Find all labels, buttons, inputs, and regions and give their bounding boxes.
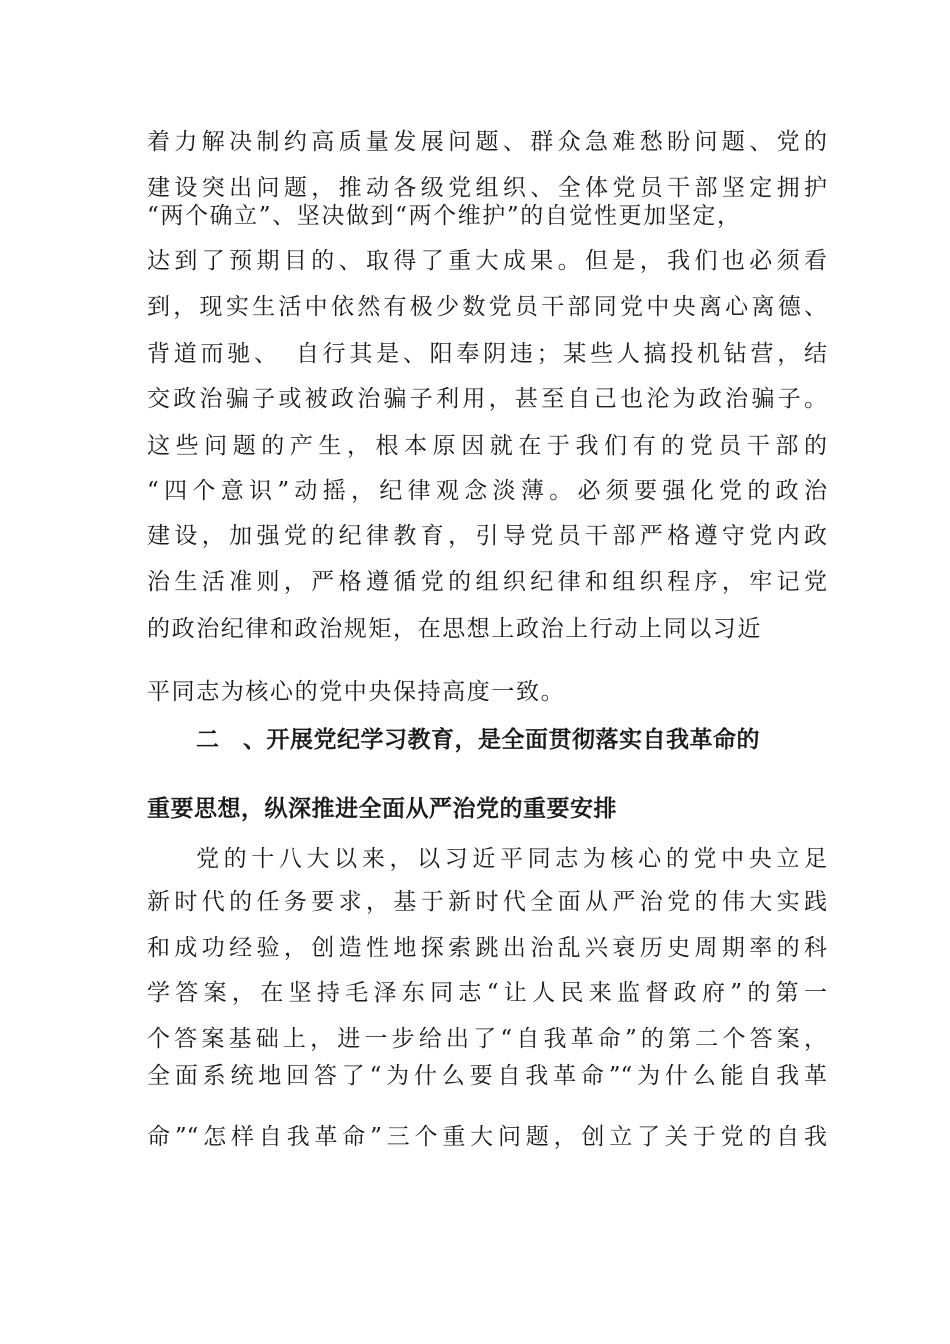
body-text-line: 党的十八大以来，以习近平同志为核心的党中央立足	[196, 846, 827, 872]
body-text-line: 和成功经验，创造性地探索跳出治乱兴衰历史周期率的科	[147, 935, 827, 961]
body-text-line: 背道而驰、 自行其是、阳奉阴违；某些人搞投机钻营，结	[147, 341, 827, 367]
body-text-line: 学答案，在坚持毛泽东同志“让人民来监督政府”的第一	[147, 980, 827, 1006]
body-text-line: “两个确立”、坚决做到“两个维护”的自觉性更加坚定，	[147, 203, 742, 229]
body-text-line: 平同志为核心的党中央保持高度一致。	[147, 679, 566, 705]
body-text-line: “四个意识”动摇，纪律观念淡薄。必须要强化党的政治	[147, 478, 827, 504]
body-text-line: 达到了预期目的、取得了重大成果。但是，我们也必须看	[147, 248, 827, 274]
section-heading-line-1: 二 、开展党纪学习教育，是全面贯彻落实自我革命的	[196, 727, 760, 753]
body-text-line: 这些问题的产生，根本原因就在于我们有的党员干部的	[147, 433, 827, 459]
body-text-line: 建设，加强党的纪律教育，引导党员干部严格遵守党内政	[147, 523, 827, 549]
body-text-line: 建设突出问题，推动各级党组织、全体党员干部坚定拥护	[147, 175, 827, 201]
body-text-line: 交政治骗子或被政治骗子利用，甚至自己也沦为政治骗子。	[147, 386, 827, 412]
body-text-line: 着力解决制约高质量发展问题、群众急难愁盼问题、党的	[147, 129, 827, 155]
body-text-line: 个答案基础上，进一步给出了“自我革命”的第二个答案，	[147, 1026, 827, 1052]
body-text-line: 治生活准则，严格遵循党的组织纪律和组织程序，牢记党	[147, 569, 827, 595]
body-text-line: 的政治纪律和政治规矩，在思想上政治上行动上同以习近	[147, 616, 762, 642]
body-text-line: 全面系统地回答了“为什么要自我革命”“为什么能自我革	[147, 1063, 827, 1089]
body-text-line: 命”“怎样自我革命”三个重大问题，创立了关于党的自我	[147, 1124, 827, 1150]
body-text-line: 到，现实生活中依然有极少数党员干部同党中央离心离德、	[147, 294, 827, 320]
body-text-line: 新时代的任务要求，基于新时代全面从严治党的伟大实践	[147, 889, 827, 915]
section-heading-line-2: 重要思想，纵深推进全面从严治党的重要安排	[147, 796, 617, 822]
